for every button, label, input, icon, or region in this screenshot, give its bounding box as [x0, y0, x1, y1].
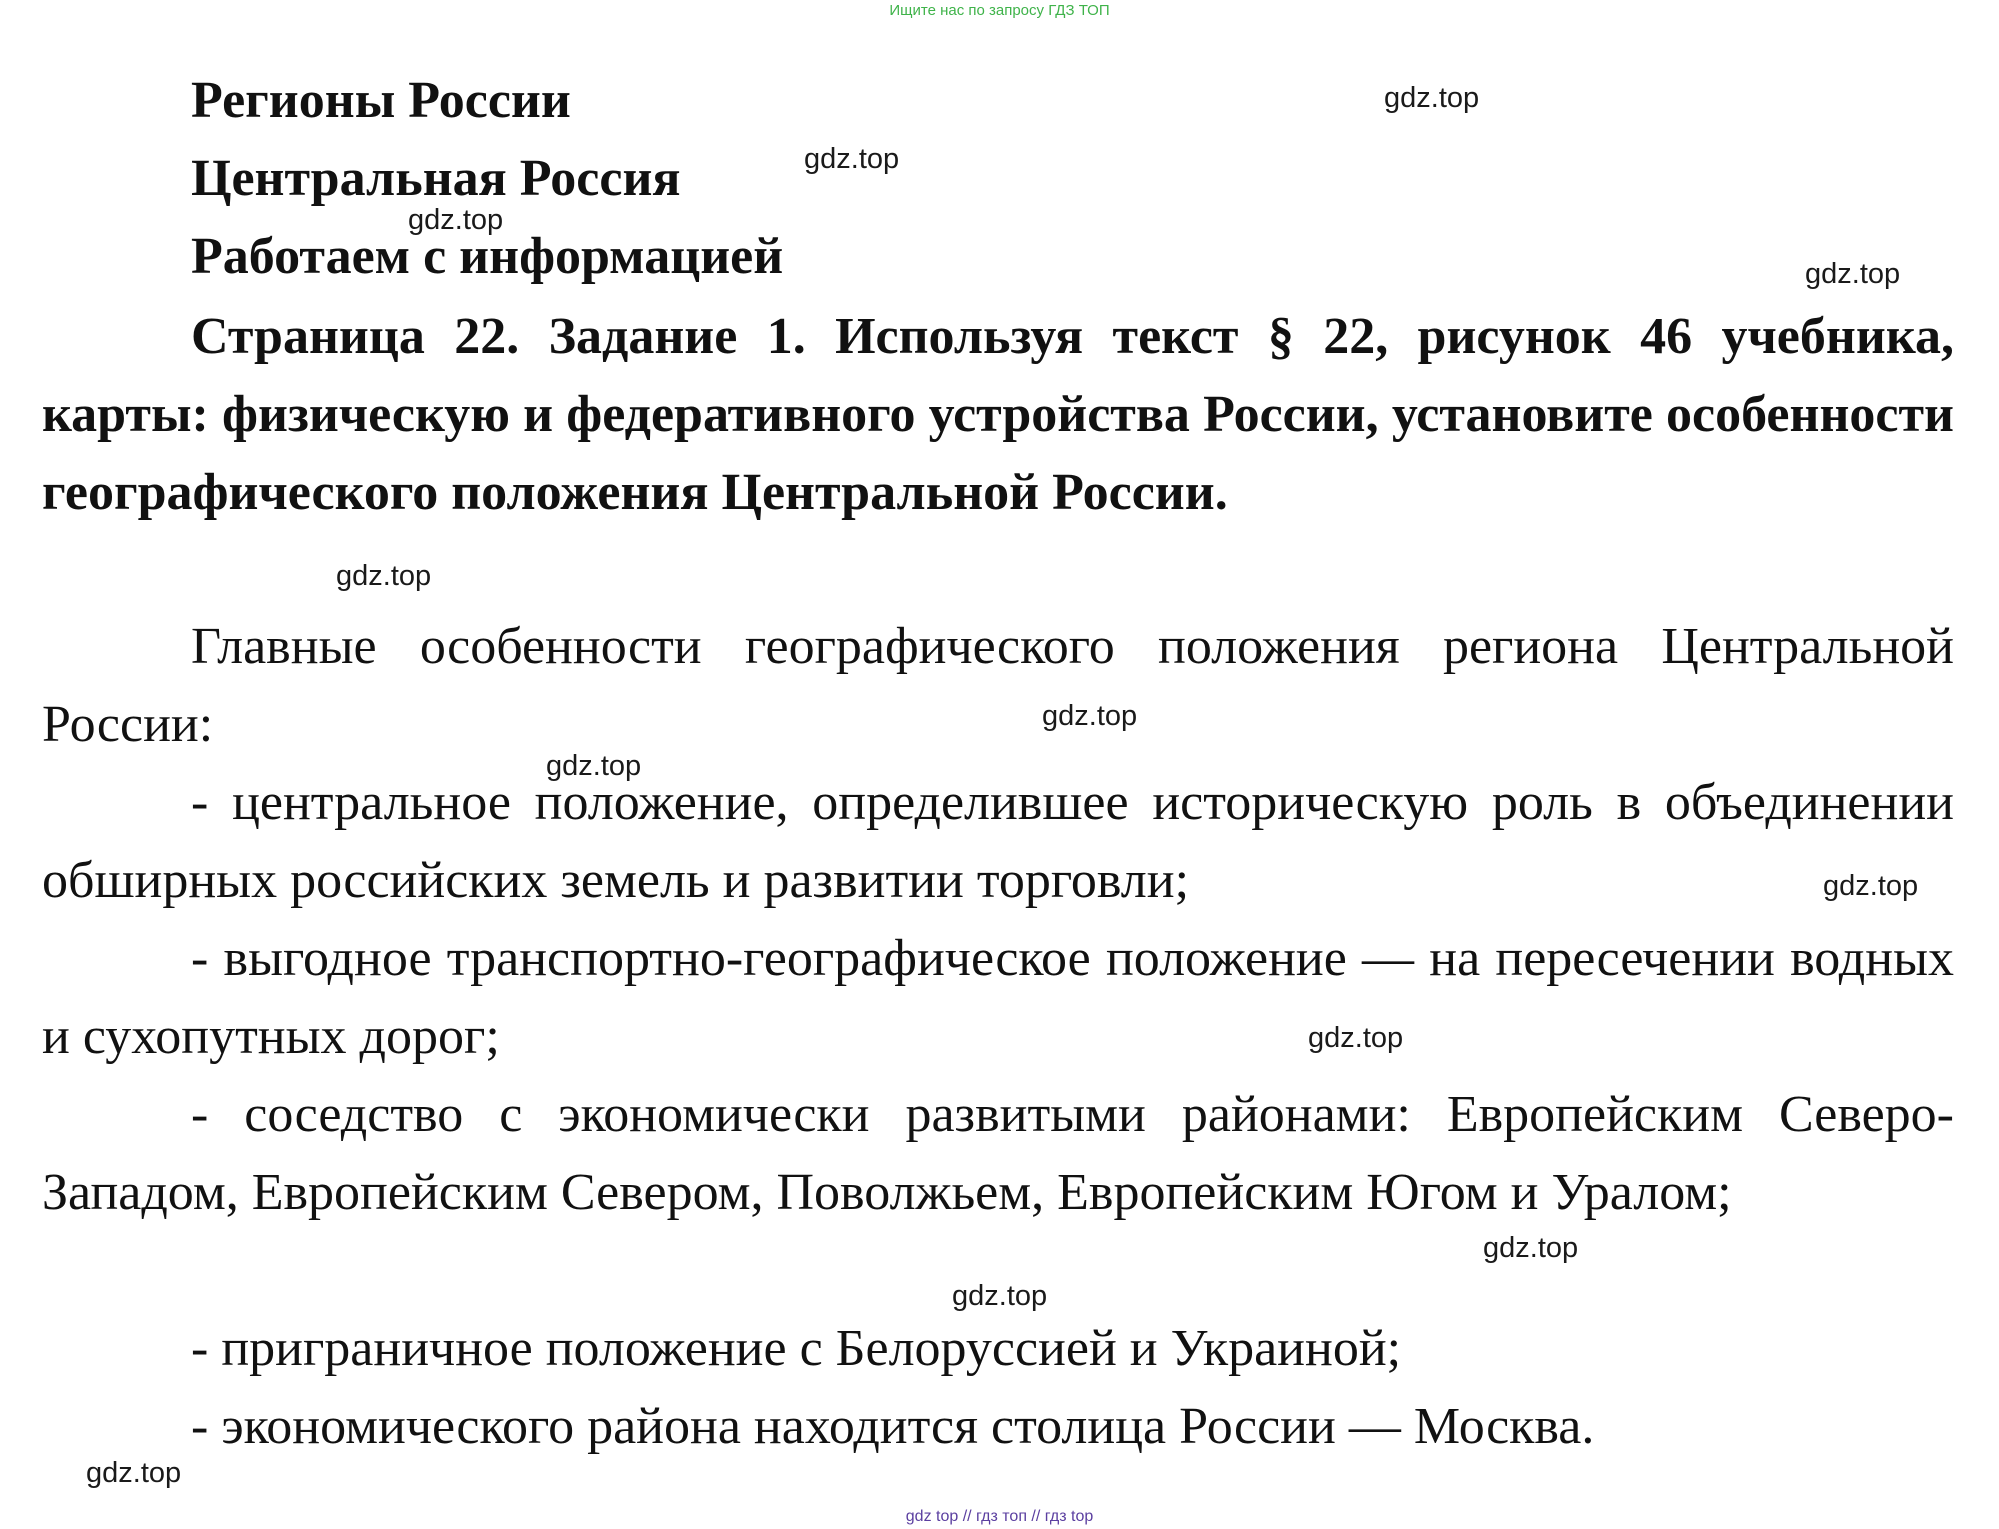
watermark: gdz.top — [1805, 258, 1901, 290]
answer-item: - соседство с экономически развитыми районами: Европейским Северо-Западом, Европейским Севером, Поволжьем, Европейским Югом и Уралом; — [42, 1086, 1954, 1221]
answer-item: - центральное положение, определившее историческую роль в объединении обширных российских земель и развитии торговли; — [42, 774, 1954, 909]
watermark: gdz.top — [86, 1457, 182, 1489]
watermark: gdz.top — [408, 204, 504, 236]
answer-intro: Главные особенности географического положения региона Центральной России: — [42, 618, 1954, 753]
heading-regions: Регионы России — [191, 72, 571, 129]
watermark: gdz.top — [1308, 1022, 1404, 1054]
top-search-banner: Ищите нас по запросу ГДЗ ТОП — [889, 2, 1110, 19]
watermark: gdz.top — [804, 143, 900, 175]
watermark: gdz.top — [952, 1280, 1048, 1312]
watermark: gdz.top — [546, 750, 642, 782]
answer-item: - выгодное транспортно-географическое положение — на пересечении водных и сухопутных дорог; — [42, 930, 1954, 1065]
watermark: gdz.top — [1384, 82, 1480, 114]
answer-item: - приграничное положение с Белоруссией и Украиной; — [191, 1320, 1402, 1377]
watermark: gdz.top — [1483, 1232, 1579, 1264]
answer-item: - экономического района находится столица России — Москва. — [191, 1398, 1595, 1455]
task-text: Страница 22. Задание 1. Используя текст § 22, рисунок 46 учебника, карты: физическую и федеративного устройства России, установите особенности географического положения Центральной России. — [42, 308, 1954, 521]
watermark: gdz.top — [336, 560, 432, 592]
watermark: gdz.top — [1823, 870, 1919, 902]
watermark: gdz.top — [1042, 700, 1138, 732]
footer-links[interactable]: gdz top // гдз топ // гдз top — [905, 1508, 1094, 1525]
heading-central-russia: Центральная Россия — [191, 150, 681, 207]
heading-working-with-info: Работаем с информацией — [191, 228, 784, 285]
